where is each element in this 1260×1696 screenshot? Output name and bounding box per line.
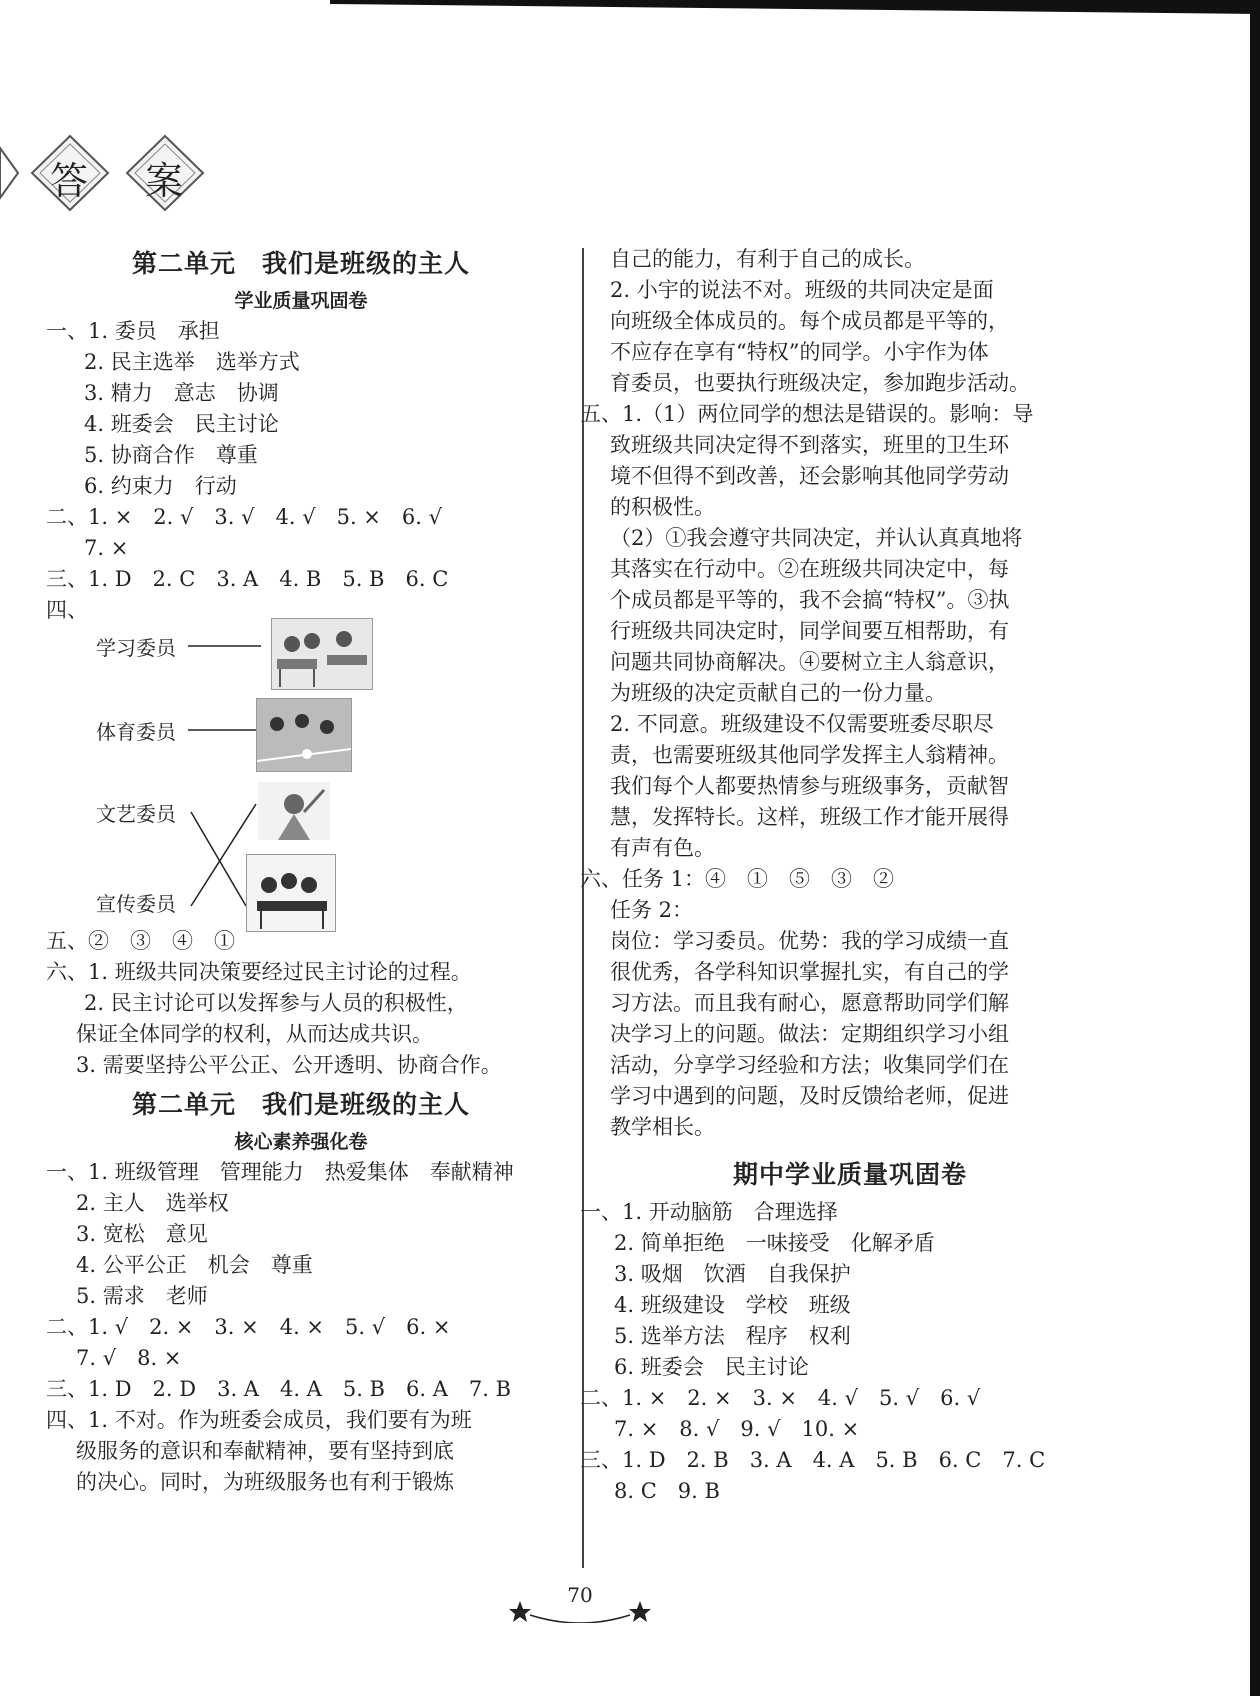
answer-line: 很优秀，各学科知识掌握扎实，有自己的学 <box>610 960 1009 984</box>
answer-line: 为班级的决定贡献自己的一份力量。 <box>610 681 946 705</box>
answer-line: 3. 宽松 意见 <box>76 1222 208 1246</box>
answer-line: 三、1. D 2. B 3. A 4. A 5. B 6. C 7. C <box>580 1448 1046 1472</box>
performer-image <box>258 782 330 840</box>
answer-line: 习方法。而且我有耐心，愿意帮助同学们解 <box>610 991 1009 1015</box>
right-column <box>580 244 1120 1507</box>
answer-line: 3. 需要坚持公平公正、公开透明、协商合作。 <box>76 1053 502 1077</box>
section-subtitle-a: 学业质量巩固卷 <box>234 290 368 312</box>
answer-line: 问题共同协商解决。④要树立主人翁意识， <box>610 650 1009 674</box>
left-column <box>46 240 556 1498</box>
answer-line: 2. 不同意。班级建设不仅需要班委尽职尽 <box>610 712 994 736</box>
answer-line: 育委员，也要执行班级决定，参加跑步活动。 <box>610 371 1030 395</box>
answer-line: 8. C 9. B <box>614 1479 720 1503</box>
answer-line: 2. 民主讨论可以发挥参与人员的积极性， <box>84 991 468 1015</box>
answer-line: 自己的能力，有利于自己的成长。 <box>610 247 925 271</box>
answer-line: 慧，发挥特长。这样，班级工作才能开展得 <box>610 805 1009 829</box>
answer-line: 五、1.（1）两位同学的想法是错误的。影响：导 <box>580 402 1034 426</box>
answer-line: （2）①我会遵守共同决定，并认认真真地将 <box>610 526 1023 550</box>
answer-line: 五、② ③ ④ ① <box>46 929 235 953</box>
answer-line: 六、任务 1：④ ① ⑤ ③ ② <box>580 867 895 891</box>
propaganda-team-image <box>246 854 336 932</box>
header-char-1: 答 <box>50 159 89 203</box>
answer-line: 5. 需求 老师 <box>76 1284 208 1308</box>
answer-header <box>0 128 220 218</box>
answer-line: 5. 协商合作 尊重 <box>84 443 258 467</box>
section-title-midterm: 期中学业质量巩固卷 <box>732 1160 967 1189</box>
answer-line: 二、1. × 2. √ 3. √ 4. √ 5. × 6. √ <box>46 505 442 529</box>
match-label: 宣传委员 <box>96 892 176 916</box>
answer-line: 2. 简单拒绝 一味接受 化解矛盾 <box>614 1231 935 1255</box>
answer-line: 一、1. 班级管理 管理能力 热爱集体 奉献精神 <box>46 1160 514 1184</box>
answer-line: 决学习上的问题。做法：定期组织学习小组 <box>610 1022 1009 1046</box>
header-char-2: 案 <box>145 159 184 203</box>
header-badges-icon <box>0 128 220 218</box>
section-title-unit2-a: 第二单元 我们是班级的主人 <box>131 249 470 278</box>
matching-diagram <box>46 626 556 926</box>
match-label: 文艺委员 <box>96 802 176 826</box>
sports-field-image <box>256 698 352 772</box>
answer-line: 2. 主人 选举权 <box>76 1191 229 1215</box>
answer-line: 其落实在行动中。②在班级共同决定中，每 <box>610 557 1009 581</box>
match-label: 学习委员 <box>96 636 176 660</box>
answer-line: 致班级共同决定得不到落实，班里的卫生环 <box>610 433 1009 457</box>
answer-line: 保证全体同学的权利，从而达成共识。 <box>76 1022 433 1046</box>
answer-line: 学习中遇到的问题，及时反馈给老师，促进 <box>610 1084 1009 1108</box>
answer-line: 2. 民主选举 选举方式 <box>84 350 300 374</box>
answer-line: 7. × 8. √ 9. √ 10. × <box>614 1417 860 1441</box>
answer-line: 不应存在享有“特权”的同学。小宇作为体 <box>610 340 989 364</box>
answer-line: 6. 班委会 民主讨论 <box>614 1355 809 1379</box>
answer-line: 我们每个人都要热情参与班级事务，贡献智 <box>610 774 1009 798</box>
answer-line: 3. 精力 意志 协调 <box>84 381 279 405</box>
answer-line: 岗位：学习委员。优势：我的学习成绩一直 <box>610 929 1009 953</box>
answer-line: 的积极性。 <box>610 495 715 519</box>
answer-line: 4. 公平公正 机会 尊重 <box>76 1253 313 1277</box>
match-label: 体育委员 <box>96 720 176 744</box>
answer-line: 3. 吸烟 饮酒 自我保护 <box>614 1262 851 1286</box>
answer-line: 三、1. D 2. C 3. A 4. B 5. B 6. C <box>46 567 449 591</box>
answer-line: 的决心。同时，为班级服务也有利于锻炼 <box>76 1470 454 1494</box>
section-title-unit2-b: 第二单元 我们是班级的主人 <box>131 1090 470 1119</box>
answer-line: 任务 2： <box>610 898 694 922</box>
answer-line: 7. × <box>84 536 129 560</box>
answer-line: 教学相长。 <box>610 1115 715 1139</box>
answer-line: 三、1. D 2. D 3. A 4. A 5. B 6. A 7. B <box>46 1377 512 1401</box>
page-number: 70 <box>567 1583 593 1607</box>
answer-line: 六、1. 班级共同决策要经过民主讨论的过程。 <box>46 960 472 984</box>
answer-line: 5. 选举方法 程序 权利 <box>614 1324 851 1348</box>
answer-line: 活动，分享学习经验和方法；收集同学们在 <box>610 1053 1009 1077</box>
answer-line: 向班级全体成员的。每个成员都是平等的， <box>610 309 1009 333</box>
answer-line: 级服务的意识和奉献精神，要有坚持到底 <box>76 1439 454 1463</box>
answer-line: 7. √ 8. × <box>76 1346 182 1370</box>
answer-line: 四、1. 不对。作为班委会成员，我们要有为班 <box>46 1408 472 1432</box>
page-footer <box>500 1583 660 1623</box>
top-border <box>0 0 1260 14</box>
answer-line: 二、1. × 2. × 3. × 4. √ 5. √ 6. √ <box>580 1386 981 1410</box>
answer-line: 6. 约束力 行动 <box>84 474 237 498</box>
answer-line: 4. 班委会 民主讨论 <box>84 412 279 436</box>
answer-line: 一、1. 开动脑筋 合理选择 <box>580 1200 838 1224</box>
right-edge-shadow <box>1250 0 1260 1696</box>
answer-line: 有声有色。 <box>610 836 715 860</box>
answer-line: 四、 <box>46 598 88 622</box>
answer-line: 境不但得不到改善，还会影响其他同学劳动 <box>610 464 1009 488</box>
answer-line: 责，也需要班级其他同学发挥主人翁精神。 <box>610 743 1009 767</box>
answer-line: 4. 班级建设 学校 班级 <box>614 1293 851 1317</box>
section-subtitle-b: 核心素养强化卷 <box>234 1131 368 1153</box>
classroom-study-image <box>271 618 373 690</box>
answer-line: 个成员都是平等的，我不会搞“特权”。③执 <box>610 588 1010 612</box>
answer-line: 二、1. √ 2. × 3. × 4. × 5. √ 6. × <box>46 1315 451 1339</box>
answer-line: 一、1. 委员 承担 <box>46 319 220 343</box>
answer-line: 2. 小宇的说法不对。班级的共同决定是面 <box>610 278 994 302</box>
answer-line: 行班级共同决定时，同学间要互相帮助，有 <box>610 619 1009 643</box>
